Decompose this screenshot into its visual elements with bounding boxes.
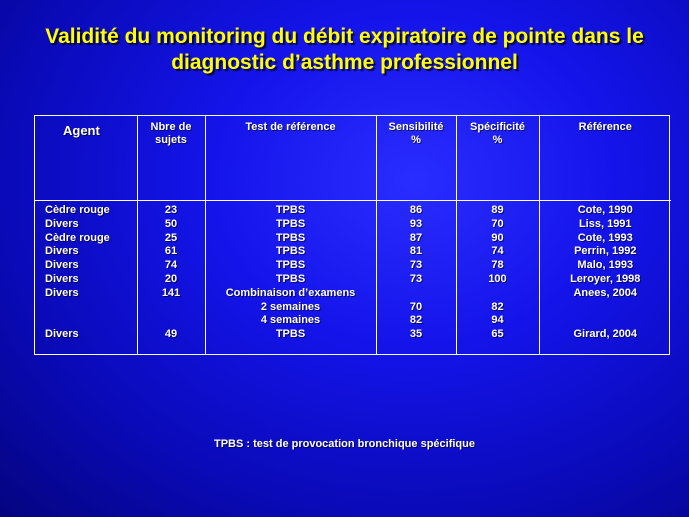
cell-agent: Divers xyxy=(45,245,79,258)
cell-reference xyxy=(540,314,672,328)
cell-sujets xyxy=(138,301,205,315)
cell-test: TPBS xyxy=(275,204,306,216)
cell-reference: Cote, 1990 xyxy=(577,204,633,216)
cell-agent: Cèdre rouge xyxy=(45,204,110,216)
cell-sujets: 141 xyxy=(161,286,181,299)
header-specificite xyxy=(456,116,539,201)
cell-sensibilite: 87 xyxy=(409,231,423,244)
cell-sensibilite: 73 xyxy=(409,259,423,272)
cell-specificite: 74 xyxy=(491,245,504,258)
cell-sensibilite: 86 xyxy=(409,204,423,216)
cell-agent: Divers xyxy=(45,286,79,299)
cell-specificite: 90 xyxy=(491,231,504,244)
cell-reference: Liss, 1991 xyxy=(578,217,632,230)
cell-sensibilite: 73 xyxy=(409,272,423,285)
cell-specificite xyxy=(457,287,539,301)
cell-sujets: 23 xyxy=(164,204,178,216)
cell-test: TPBS xyxy=(275,328,306,341)
cell-sujets: 74 xyxy=(164,259,178,272)
header-sensibilite-line1: Sensibilité xyxy=(388,121,444,133)
cell-reference: Cote, 1993 xyxy=(577,231,633,244)
cell-specificite: 89 xyxy=(491,204,504,216)
header-sensibilite xyxy=(376,116,456,201)
table-body-row xyxy=(35,201,671,355)
cell-sensibilite: 81 xyxy=(409,245,423,258)
cell-sujets: 50 xyxy=(164,217,178,230)
cell-specificite: 82 xyxy=(491,300,504,313)
results-table xyxy=(35,116,671,354)
cell-test: TPBS xyxy=(275,231,306,244)
cell-agent: Cèdre rouge xyxy=(45,231,110,244)
cell-reference: Anees, 2004 xyxy=(573,286,638,299)
cell-reference: Perrin, 1992 xyxy=(574,245,637,258)
cell-agent: Divers xyxy=(45,259,79,272)
cell-reference: Girard, 2004 xyxy=(573,328,638,341)
cell-specificite: 70 xyxy=(491,217,504,230)
cell-sujets: 20 xyxy=(164,272,178,285)
cell-specificite: 65 xyxy=(491,328,504,341)
cell-sujets: 61 xyxy=(164,245,178,258)
header-sujets-line1: Nbre de xyxy=(150,121,192,133)
cell-reference: Malo, 1993 xyxy=(577,259,634,272)
cell-specificite: 78 xyxy=(491,259,504,272)
cell-test: TPBS xyxy=(275,245,306,258)
cell-test: 4 semaines xyxy=(260,314,321,327)
column-sujets xyxy=(137,201,205,355)
cell-agent xyxy=(35,301,137,315)
cell-test: TPBS xyxy=(275,259,306,272)
cell-agent: Divers xyxy=(45,217,79,230)
cell-sujets xyxy=(138,314,205,328)
column-reference xyxy=(539,201,671,355)
table-header-row xyxy=(35,116,671,201)
cell-reference: Leroyer, 1998 xyxy=(570,272,641,285)
cell-specificite: 94 xyxy=(491,314,504,327)
cell-reference xyxy=(540,301,672,315)
header-sujets xyxy=(137,116,205,201)
header-specificite-line1: Spécificité xyxy=(469,121,526,133)
slide-title-line2: diagnostic d’asthme professionnel xyxy=(171,51,518,74)
header-sensibilite-line2: % xyxy=(411,134,421,146)
cell-specificite: 100 xyxy=(488,272,507,285)
cell-sensibilite: 35 xyxy=(409,328,423,341)
header-agent: Agent xyxy=(35,116,137,201)
cell-sujets: 49 xyxy=(164,328,178,341)
slide-title xyxy=(0,24,689,76)
cell-sensibilite: 93 xyxy=(409,217,423,230)
header-reference: Référence xyxy=(539,116,671,201)
cell-agent: Divers xyxy=(45,328,79,341)
cell-sujets: 25 xyxy=(164,231,178,244)
column-agent xyxy=(35,201,137,355)
cell-test: TPBS xyxy=(275,272,306,285)
footnote: TPBS : test de provocation bronchique spécifique xyxy=(214,438,475,450)
cell-agent xyxy=(35,314,137,328)
column-sensibilite xyxy=(376,201,456,355)
column-test xyxy=(205,201,376,355)
cell-test: Combinaison d’examens xyxy=(225,286,356,299)
cell-sensibilite xyxy=(377,287,456,301)
cell-sensibilite: 82 xyxy=(409,314,423,327)
header-specificite-line2: % xyxy=(492,134,503,146)
header-test: Test de référence xyxy=(205,116,376,201)
cell-test: TPBS xyxy=(275,217,306,230)
cell-sensibilite: 70 xyxy=(409,300,423,313)
cell-agent: Divers xyxy=(45,272,79,285)
header-sujets-line2: sujets xyxy=(155,134,187,146)
results-table-frame xyxy=(34,115,670,355)
column-specificite xyxy=(456,201,539,355)
cell-test: 2 semaines xyxy=(260,300,321,313)
slide-title-line1: Validité du monitoring du débit expiratoire de pointe dans le xyxy=(45,25,644,48)
